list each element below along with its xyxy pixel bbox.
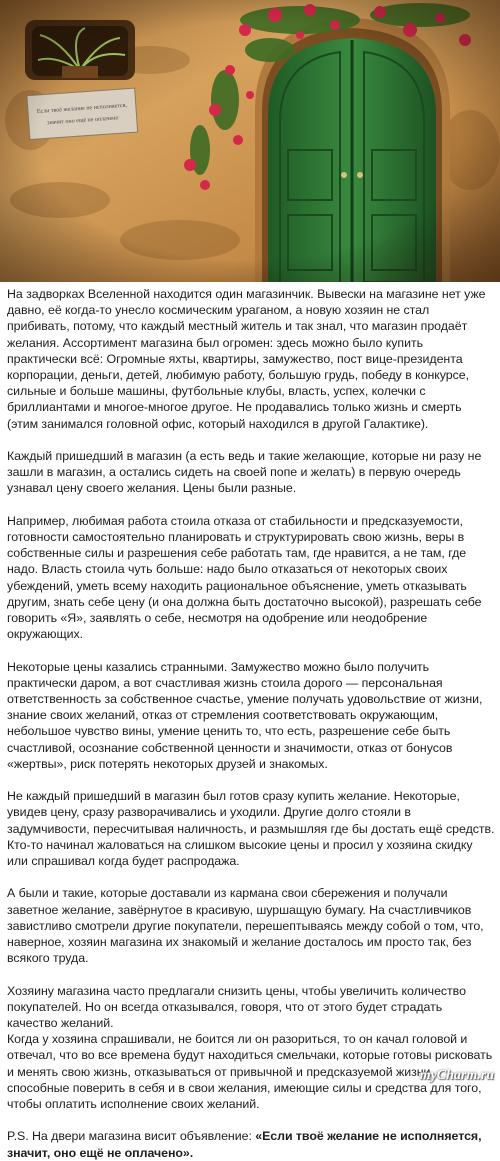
site-watermark: myCharm.ru (419, 1068, 494, 1083)
postscript (7, 1128, 495, 1160)
door-illustration (0, 0, 500, 282)
paragraph-owner-answer: Когда у хозяина спрашивали, не боится ли он разориться, то он качал головой и отвечал, что во все времена будут находиться смельчаки, которые готовы рисковать и менять свою жизнь, отказываться от привычной и предсказуемой жизни, способные поверить в себя и в свои желания, имеющие силы и средства для того, чтобы оплатить исполнение своих желаний. (7, 1032, 493, 1112)
paragraph-buyers: А были и такие, которые доставали из кармана свои сбережения и получали заветное желание, завёрнутое в красивую, шуршащую бумагу. На счастливчиков завистливо смотрели другие покупатели, перешептываясь между собой о том, что, наверное, хозяин магазина их знакомый и желание досталось им просто так, без всякого труда. (7, 886, 484, 966)
paragraph-hesitation: Не каждый пришедший в магазин был готов сразу купить желание. Некоторые, увидев цену, сразу разворачивались и уходили. Другие долго стояли в задумчивости, пересчитывая наличность, и размышляя где бы достать ещё средств. Кто-то начинал жаловаться на слишком высокие цены и просил у хозяина скидку или спрашивал когда будет распродажа. (7, 789, 495, 869)
paragraph-intro: На задворках Вселенной находится один магазинчик. Вывески на магазине нет уже давно, её когда-то унесло космическим ураганом, а новую хозяин не стал прибивать, потому, что каждый местный житель и так знал, что магазин продаёт желания. Ассортимент магазина был огромен: здесь можно было купить практически всё: Огромные яхты, квартиры, замужество, пост вице-президента корпорации, деньги, детей, любимую работу, большую грудь, победу в конкурсе, сильные и больше машины, футбольные клубы, власть, успех, колечки с бриллиантами и многое-многое другое. Не продавались только жизнь и смерть (этим занимался головной офис, который находился в другой Галактике). (7, 287, 486, 431)
postscript-quote: «Если твоё желание не исполняется, значит, оно ещё не оплачено». (7, 1129, 482, 1160)
paragraph-examples: Например, любимая работа стоила отказа от стабильности и предсказуемости, готовности самостоятельно планировать и структурировать свою жизнь, веры в собственные силы и разрешения себе работать там, где нравится, а не там, где надо. Власть стоила чуть больше: надо было отказаться от некоторых своих убеждений, уметь всему находить рациональное объяснение, уметь отказывать другим, знать себе цену (и она должна быть достаточно высокой), разрешать себе говорить «Я», заявлять о себе, несмотря на одобрение или неодобрение окружающих. (7, 513, 482, 642)
paragraph-strange-prices: Некоторые цены казались странными. Замужество можно было получить практически даром, а вот счастливая жизнь стоила дорого — персональная ответственность за собственное счастье, умение получать удовольствие от жизни, знание своих желаний, отказ от стремления соответствовать окружающим, небольшое чувство вины, умение ценить то, что есть, разрешение себе быть счастливой, осознание собственной ценности и значимости, отказ от бонусов «жертвы», риск потерять некоторых друзей и знакомых. (7, 659, 483, 771)
paragraph-price: Каждый пришедший в магазин (а есть ведь и такие желающие, которые ни разу не зашли в магазин, а остались сидеть на своей попе и желать) в первую очередь узнавал цену своего желания. Цены были разные. (7, 449, 482, 496)
green-door-photo (0, 0, 500, 282)
postscript-prefix: P.S. На двери магазина висит объявление: (7, 1129, 256, 1144)
paragraph-discount: Хозяину магазина часто предлагали снизить цены, чтобы увеличить количество покупателей. Но он всегда отказывался, говоря, что от этого будет страдать качество желаний. (7, 983, 466, 1031)
article-text (7, 286, 495, 1161)
